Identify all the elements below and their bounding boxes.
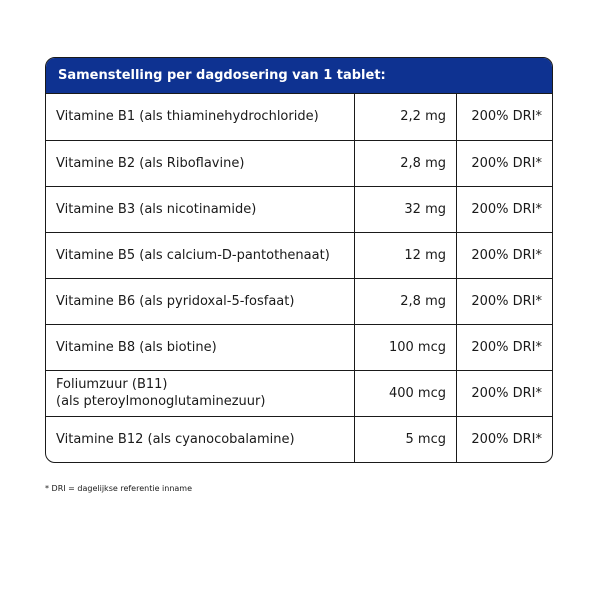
ingredient-amount: 12 mg: [355, 232, 457, 278]
table-row: [46, 140, 552, 186]
ingredient-dri: 200% DRI*: [457, 370, 553, 416]
ingredient-name-line-1: Foliumzuur (B11): [56, 377, 168, 392]
ingredient-amount: 2,8 mg: [355, 140, 457, 186]
ingredient-amount: 100 mcg: [355, 324, 457, 370]
table-row: [46, 370, 552, 416]
composition-table: [46, 94, 552, 462]
table-row: [46, 416, 552, 462]
table-row: [46, 94, 552, 140]
ingredient-amount: 32 mg: [355, 186, 457, 232]
ingredient-amount: 400 mcg: [355, 370, 457, 416]
ingredient-name: Vitamine B1 (als thiaminehydrochloride): [56, 109, 319, 125]
dri-footnote: * DRI = dagelijkse referentie inname: [45, 484, 193, 493]
ingredient-dri: 200% DRI*: [457, 324, 553, 370]
table-header-title: Samenstelling per dagdosering van 1 tablet:: [46, 58, 552, 94]
table-row: [46, 324, 552, 370]
ingredient-name: Vitamine B12 (als cyanocobalamine): [46, 416, 355, 462]
ingredient-dri: 200% DRI*: [457, 94, 553, 140]
ingredient-amount: 5 mcg: [355, 416, 457, 462]
ingredient-amount: 2,2 mg: [355, 94, 457, 140]
ingredient-name: Vitamine B2 (als Riboflavine): [46, 140, 355, 186]
table-row: [46, 278, 552, 324]
ingredient-dri: 200% DRI*: [457, 140, 553, 186]
ingredient-amount: 2,8 mg: [355, 278, 457, 324]
ingredient-name: Vitamine B6 (als pyridoxal-5-fosfaat): [46, 278, 355, 324]
ingredient-name: [46, 370, 355, 416]
ingredient-name: Vitamine B8 (als biotine): [46, 324, 355, 370]
ingredient-name: Vitamine B5 (als calcium-D-pantothenaat): [46, 232, 355, 278]
ingredient-name: Vitamine B3 (als nicotinamide): [46, 186, 355, 232]
table-row: [46, 186, 552, 232]
ingredient-name-line-2: (als pteroylmonoglutaminezuur): [56, 394, 266, 409]
ingredient-dri: 200% DRI*: [457, 186, 553, 232]
table-row: [46, 232, 552, 278]
ingredient-dri: 200% DRI*: [457, 278, 553, 324]
composition-table-card: [45, 57, 553, 463]
ingredient-dri: 200% DRI*: [457, 416, 553, 462]
ingredient-dri: 200% DRI*: [457, 232, 553, 278]
